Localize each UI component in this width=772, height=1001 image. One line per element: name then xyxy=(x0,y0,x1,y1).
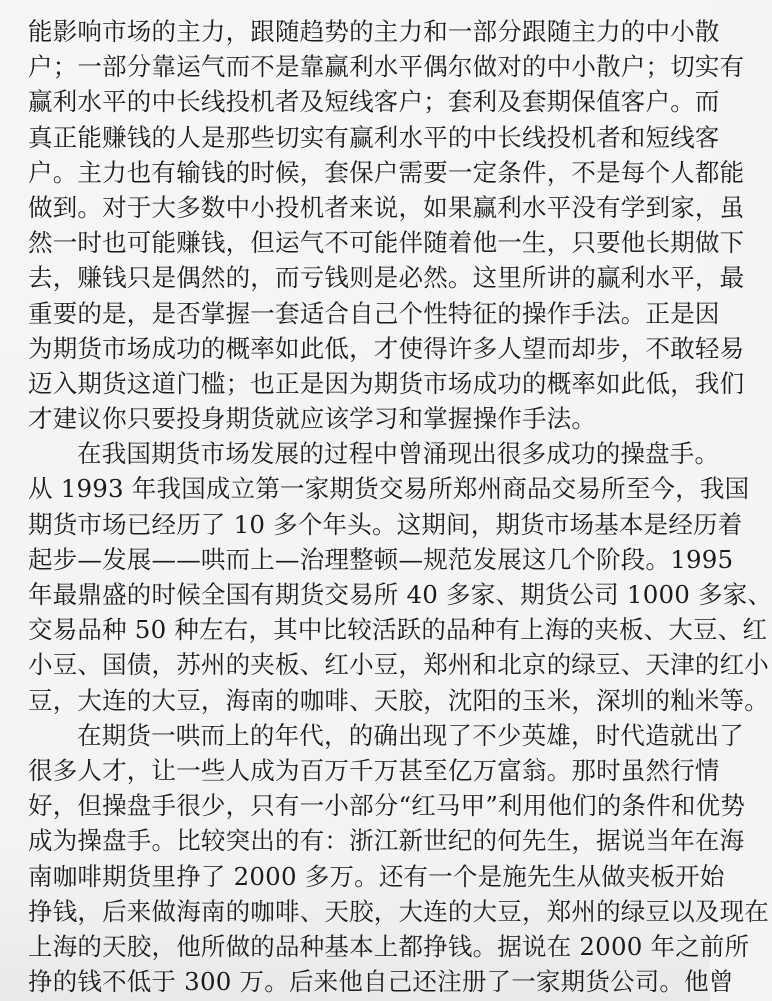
paragraph xyxy=(28,718,769,1000)
body-text xyxy=(28,14,772,999)
text-line: 户；一部分靠运气而不是靠赢利水平偶尔做对的中小散户；切实有 xyxy=(28,52,745,82)
text-line: 年最鼎盛的时候全国有期货交易所 40 多家、期货公司 1000 多家、 xyxy=(28,580,772,609)
paragraph xyxy=(28,14,745,436)
text-line: 迈入期货这道门槛；也正是因为期货市场成功的概率如此低，我们 xyxy=(28,368,745,398)
text-line: 在我国期货市场发展的过程中曾涌现出很多成功的操盘手。 xyxy=(77,439,720,469)
text-line: 豆，大连的大豆，海南的咖啡、天胶，沈阳的玉米，深圳的籼米等。 xyxy=(28,685,769,715)
text-line: 挣钱，后来做海南的咖啡、天胶，大连的大豆，郑州的绿豆以及现在 xyxy=(28,896,769,926)
text-line: 南咖啡期货里挣了 2000 多万。还有一个是施先生从做夹板开始 xyxy=(28,861,725,891)
text-line: 重要的是，是否掌握一套适合自己个性特征的操作手法。正是因 xyxy=(28,298,720,328)
text-line: 做到。对于大多数中小投机者来说，如果赢利水平没有学到家，虽 xyxy=(28,192,745,222)
text-line: 然一时也可能赚钱，但运气不可能伴随着他一生，只要他长期做下 xyxy=(28,228,745,258)
text-line: 小豆、国债，苏州的夹板、红小豆，郑州和北京的绿豆、天津的红小 xyxy=(28,650,769,680)
text-line: 能影响市场的主力，跟随趋势的主力和一部分跟随主力的中小散 xyxy=(28,17,720,46)
text-line: 去，赚钱只是偶然的，而亏钱则是必然。这里所讲的赢利水平，最 xyxy=(28,263,745,293)
text-line: 成为操盘手。比较突出的有：浙江新世纪的何先生，据说当年在海 xyxy=(28,826,745,856)
text-line: 才建议你只要投身期货就应该学习和掌握操作手法。 xyxy=(28,404,597,434)
paragraph xyxy=(28,436,772,718)
text-line: 上海的天胶，他所做的品种基本上都挣钱。据说在 2000 年之前所 xyxy=(28,931,750,961)
text-line: 交易品种 50 种左右，其中比较活跃的品种有上海的夹板、大豆、红 xyxy=(28,615,768,645)
text-line: 好，但操盘手很少，只有一小部分“红马甲”利用他们的条件和优势 xyxy=(28,791,746,821)
text-line: 真正能赚钱的人是那些切实有赢利水平的中长线投机者和短线客 xyxy=(28,122,720,152)
text-line: 很多人才，让一些人成为百万千万甚至亿万富翁。那时虽然行情 xyxy=(28,755,720,785)
text-line: 赢利水平的中长线投机者及短线客户；套利及套期保值客户。而 xyxy=(28,87,720,117)
text-line: 从 1993 年我国成立第一家期货交易所郑州商品交易所至今，我国 xyxy=(28,474,750,504)
text-line: 挣的钱不低于 300 万。后来他自己还注册了一家期货公司。他曾 xyxy=(28,967,734,997)
text-line: 为期货市场成功的概率如此低，才使得许多人望而却步，不敢轻易 xyxy=(28,333,745,363)
text-line: 起步—发展——哄而上—治理整顿—规范发展这几个阶段。1995 xyxy=(28,544,734,574)
text-line: 在期货一哄而上的年代，的确出现了不少英雄，时代造就出了 xyxy=(77,720,744,750)
text-line: 户。主力也有输钱的时候，套保户需要一定条件，不是每个人都能 xyxy=(28,157,745,187)
text-line: 期货市场已经历了 10 多个年头。这期间，期货市场基本是经历着 xyxy=(28,509,743,539)
